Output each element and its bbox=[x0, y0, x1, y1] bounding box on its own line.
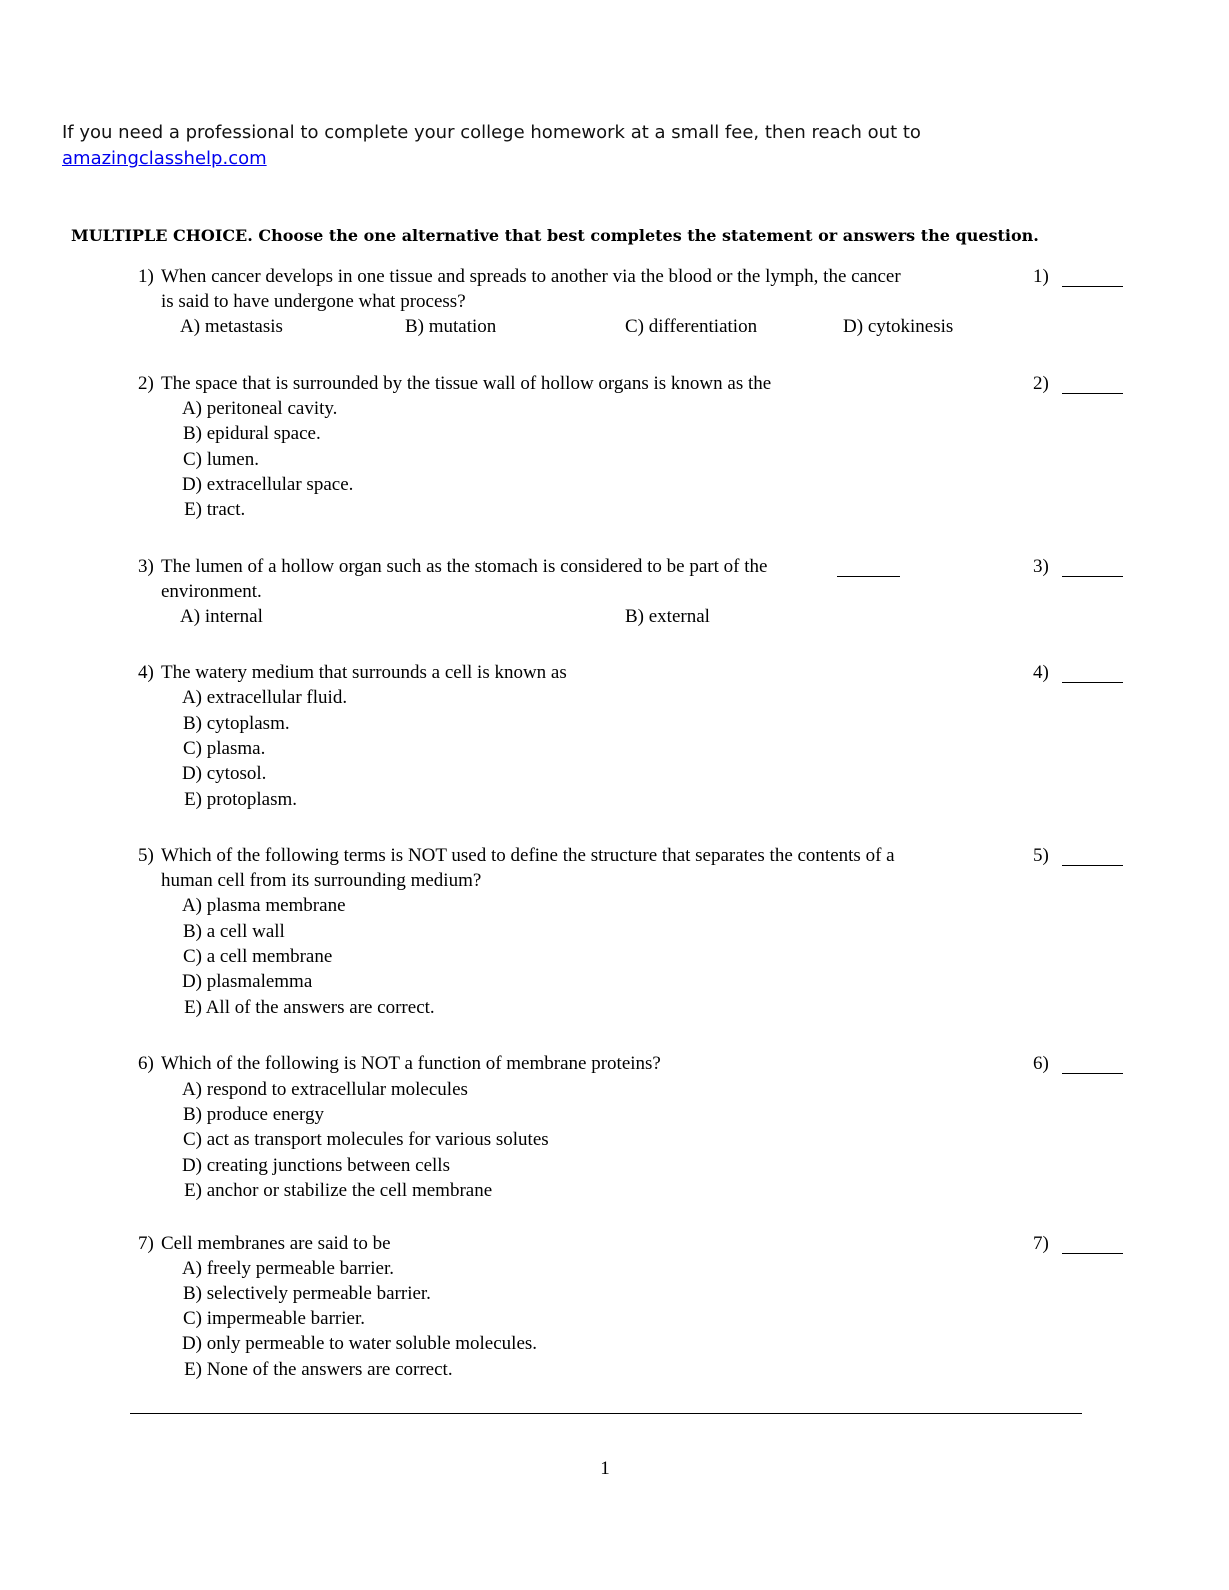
option-d[interactable] bbox=[174, 1155, 450, 1177]
option-letter: C) bbox=[183, 738, 202, 759]
option-text: None of the answers are correct. bbox=[206, 1359, 453, 1380]
option-c[interactable] bbox=[625, 316, 757, 338]
question-text-line: Cell membranes are said to be bbox=[161, 1233, 391, 1254]
option-text: external bbox=[648, 606, 710, 627]
option-b[interactable] bbox=[174, 1104, 324, 1126]
option-c[interactable] bbox=[174, 449, 259, 471]
option-d[interactable] bbox=[174, 763, 266, 785]
option-text: selectively permeable barrier. bbox=[206, 1283, 431, 1304]
option-text: All of the answers are correct. bbox=[205, 997, 435, 1018]
footer-divider bbox=[160, 1413, 1032, 1414]
option-e[interactable] bbox=[174, 1359, 453, 1381]
question-number: 5) bbox=[138, 845, 154, 866]
option-c[interactable] bbox=[174, 738, 265, 760]
option-letter: C) bbox=[183, 1308, 202, 1329]
promo-link[interactable]: amazingclasshelp.com bbox=[62, 148, 267, 169]
option-text: act as transport molecules for various solutes bbox=[206, 1129, 549, 1150]
question-text-line: When cancer develops in one tissue and spreads to another via the blood or the lymph, the cancer bbox=[161, 266, 901, 287]
question-number: 1) bbox=[138, 266, 154, 287]
option-letter: B) bbox=[183, 921, 202, 942]
answer-blank[interactable] bbox=[1062, 576, 1123, 577]
footer-rule-left bbox=[130, 1413, 160, 1414]
option-text: plasma. bbox=[206, 738, 266, 759]
section-instructions: MULTIPLE CHOICE. Choose the one alternative that best completes the statement or answers the question. bbox=[71, 226, 1039, 245]
option-text: anchor or stabilize the cell membrane bbox=[206, 1180, 493, 1201]
option-letter: E) bbox=[184, 789, 202, 810]
option-a[interactable] bbox=[174, 1079, 468, 1101]
option-letter: C) bbox=[183, 1129, 202, 1150]
option-letter: D) bbox=[181, 763, 202, 784]
option-text: mutation bbox=[428, 316, 497, 337]
option-text: extracellular space. bbox=[206, 474, 354, 495]
page-number: 1 bbox=[600, 1458, 610, 1479]
question-number: 6) bbox=[138, 1053, 154, 1074]
option-text: impermeable barrier. bbox=[206, 1308, 366, 1329]
option-text: cytoplasm. bbox=[206, 713, 290, 734]
question-text-line: Which of the following terms is NOT used to define the structure that separates the contents of a bbox=[161, 845, 895, 866]
option-c[interactable] bbox=[174, 1308, 365, 1330]
question-number: 2) bbox=[138, 373, 154, 394]
option-letter: D) bbox=[181, 971, 202, 992]
option-text: extracellular fluid. bbox=[206, 687, 348, 708]
answer-label: 5) bbox=[1033, 845, 1049, 866]
option-letter: E) bbox=[184, 1180, 202, 1201]
answer-blank[interactable] bbox=[1062, 1253, 1123, 1254]
answer-blank[interactable] bbox=[1062, 682, 1123, 683]
question-text-line: environment. bbox=[161, 581, 262, 602]
option-e[interactable] bbox=[174, 1180, 492, 1202]
question-text-line: The space that is surrounded by the tissue wall of hollow organs is known as the bbox=[161, 373, 772, 394]
option-c[interactable] bbox=[174, 1129, 549, 1151]
option-letter: A) bbox=[181, 398, 202, 419]
option-e[interactable] bbox=[174, 499, 245, 521]
question-number: 7) bbox=[138, 1233, 154, 1254]
option-text: produce energy bbox=[206, 1104, 325, 1125]
option-letter: C) bbox=[625, 316, 644, 337]
option-letter: B) bbox=[183, 1104, 202, 1125]
option-text: a cell membrane bbox=[206, 946, 333, 967]
answer-blank[interactable] bbox=[1062, 393, 1123, 394]
option-text: freely permeable barrier. bbox=[206, 1258, 394, 1279]
question-number: 4) bbox=[138, 662, 154, 683]
option-text: peritoneal cavity. bbox=[206, 398, 338, 419]
option-text: metastasis bbox=[204, 316, 283, 337]
option-text: differentiation bbox=[648, 316, 758, 337]
question-text-line: human cell from its surrounding medium? bbox=[161, 870, 482, 891]
option-letter: D) bbox=[181, 474, 202, 495]
option-letter: B) bbox=[625, 606, 644, 627]
option-letter: B) bbox=[405, 316, 424, 337]
option-d[interactable] bbox=[843, 316, 953, 338]
answer-blank[interactable] bbox=[1062, 286, 1123, 287]
option-text: epidural space. bbox=[206, 423, 321, 444]
option-e[interactable] bbox=[174, 789, 297, 811]
question-text-line: The lumen of a hollow organ such as the stomach is considered to be part of the bbox=[161, 556, 768, 577]
option-a[interactable] bbox=[174, 687, 347, 709]
question-text-line: The watery medium that surrounds a cell is known as bbox=[161, 662, 567, 683]
answer-label: 4) bbox=[1033, 662, 1049, 683]
option-a[interactable] bbox=[174, 398, 337, 420]
option-letter: B) bbox=[183, 423, 202, 444]
answer-blank[interactable] bbox=[1062, 1073, 1123, 1074]
option-letter: A) bbox=[180, 316, 201, 337]
answer-label: 2) bbox=[1033, 373, 1049, 394]
option-letter: A) bbox=[181, 687, 202, 708]
option-text: lumen. bbox=[206, 449, 259, 470]
option-text: tract. bbox=[206, 499, 246, 520]
option-a[interactable] bbox=[174, 895, 346, 917]
question-text-line: is said to have undergone what process? bbox=[161, 291, 466, 312]
option-a[interactable] bbox=[180, 606, 263, 628]
answer-label: 3) bbox=[1033, 556, 1049, 577]
option-letter: D) bbox=[843, 316, 864, 337]
option-letter: B) bbox=[183, 713, 202, 734]
option-d[interactable] bbox=[174, 474, 353, 496]
option-text: only permeable to water soluble molecules. bbox=[206, 1333, 538, 1354]
option-text: protoplasm. bbox=[206, 789, 297, 810]
option-text: plasma membrane bbox=[206, 895, 346, 916]
option-c[interactable] bbox=[174, 946, 332, 968]
option-text: internal bbox=[204, 606, 263, 627]
option-text: plasmalemma bbox=[206, 971, 313, 992]
option-b[interactable] bbox=[174, 713, 290, 735]
question-number: 3) bbox=[138, 556, 154, 577]
option-letter: B) bbox=[183, 1283, 202, 1304]
option-b[interactable] bbox=[174, 921, 285, 943]
option-d[interactable] bbox=[174, 971, 312, 993]
option-b[interactable] bbox=[174, 1283, 431, 1305]
option-text: cytokinesis bbox=[867, 316, 954, 337]
option-letter: A) bbox=[181, 1079, 202, 1100]
option-a[interactable] bbox=[174, 1258, 394, 1280]
option-letter: D) bbox=[181, 1155, 202, 1176]
option-letter: C) bbox=[183, 946, 202, 967]
option-letter: A) bbox=[181, 1258, 202, 1279]
option-letter: C) bbox=[183, 449, 202, 470]
option-text: respond to extracellular molecules bbox=[206, 1079, 468, 1100]
option-letter: A) bbox=[180, 606, 201, 627]
option-e[interactable] bbox=[174, 997, 435, 1019]
option-text: cytosol. bbox=[206, 763, 267, 784]
option-b[interactable] bbox=[405, 316, 496, 338]
answer-label: 6) bbox=[1033, 1053, 1049, 1074]
option-letter: E) bbox=[184, 499, 202, 520]
option-letter: E) bbox=[184, 1359, 202, 1380]
promo-text: If you need a professional to complete your college homework at a small fee, then reach out to bbox=[62, 122, 921, 143]
option-letter: D) bbox=[181, 1333, 202, 1354]
fill-in-blank bbox=[837, 576, 900, 577]
promo-notice bbox=[62, 120, 1062, 172]
answer-label: 1) bbox=[1033, 266, 1049, 287]
option-letter: A) bbox=[181, 895, 202, 916]
option-text: a cell wall bbox=[206, 921, 285, 942]
question-text-line: Which of the following is NOT a function of membrane proteins? bbox=[161, 1053, 661, 1074]
option-b[interactable] bbox=[174, 423, 321, 445]
option-a[interactable] bbox=[180, 316, 283, 338]
answer-label: 7) bbox=[1033, 1233, 1049, 1254]
option-b[interactable] bbox=[625, 606, 710, 628]
option-letter: E) bbox=[184, 997, 202, 1018]
option-text: creating junctions between cells bbox=[206, 1155, 450, 1176]
footer-rule-right bbox=[1032, 1413, 1082, 1414]
answer-blank[interactable] bbox=[1062, 865, 1123, 866]
option-d[interactable] bbox=[174, 1333, 537, 1355]
